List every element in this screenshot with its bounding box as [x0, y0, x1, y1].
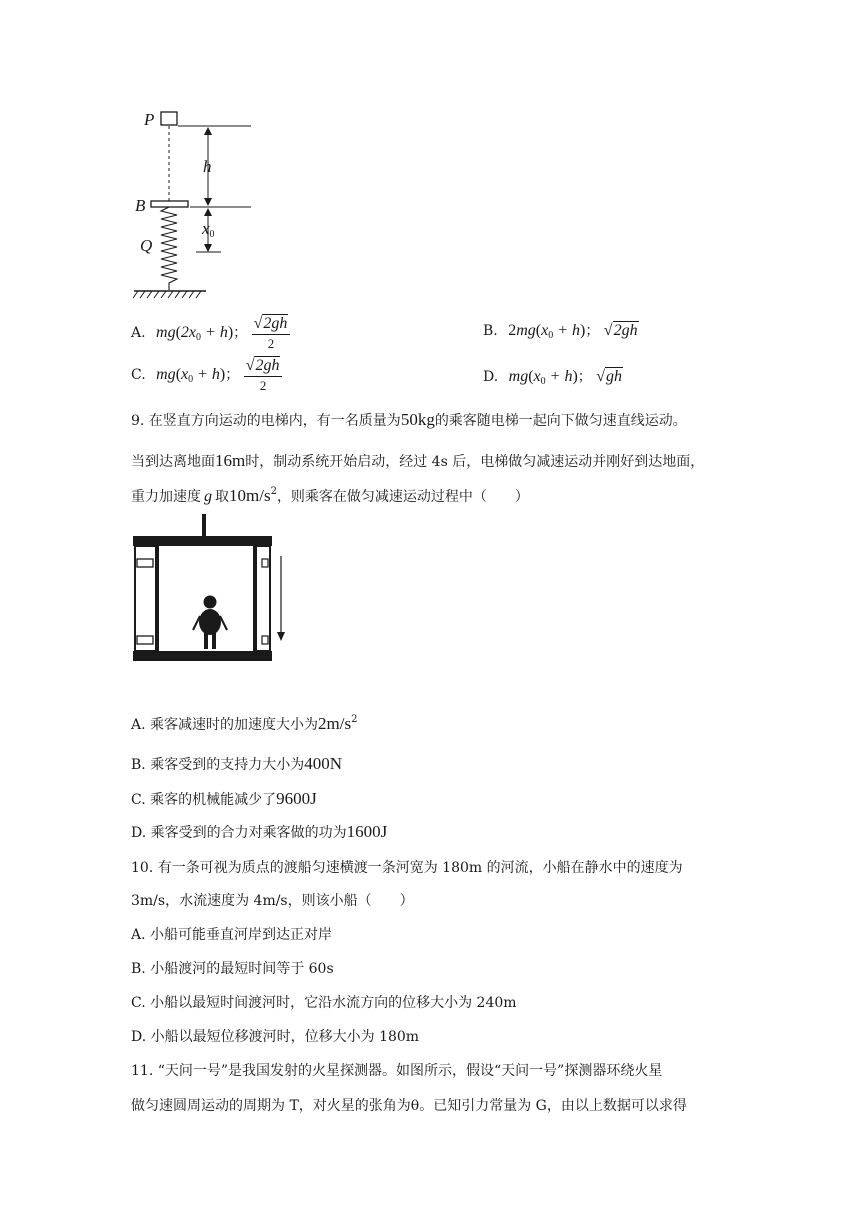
q9-option-b[interactable]: B. 乘客受到的支持力大小为400N — [131, 754, 342, 773]
spring-q — [161, 207, 177, 290]
q9-option-c[interactable]: C. 乘客的机械能减少了9600J — [131, 789, 317, 808]
ground-hatch — [133, 291, 201, 298]
elevator-left-wall — [135, 546, 157, 651]
block-p — [161, 112, 177, 125]
q10-option-c[interactable]: C. 小船以最短时间渡河时，它沿水流方向的位移大小为 240m — [131, 995, 517, 1011]
label-p: P — [144, 110, 155, 129]
elevator-figure — [128, 512, 288, 667]
q10-option-d[interactable]: D. 小船以最短位移渡河时，位移大小为 180m — [131, 1029, 420, 1045]
elevator-cable — [202, 514, 206, 536]
q8-option-a[interactable]: A. $mg(2x_0 + h)$； $\frac{√2gh}{2}$ — [131, 316, 290, 350]
passenger-figure — [193, 596, 227, 650]
label-b: B — [135, 196, 146, 215]
elevator-floor — [133, 651, 272, 661]
q8-option-b[interactable]: B. $2mg(x_0 + h)$； √2gh — [483, 322, 638, 341]
q9-option-a[interactable]: A. 乘客减速时的加速度大小为$2m/s^2$ — [131, 714, 358, 733]
q8-option-d[interactable]: D. $mg(x_0 + h)$； √gh — [483, 368, 622, 387]
q9-option-d[interactable]: D. 乘客受到的合力对乘客做的功为1600J — [131, 822, 388, 841]
q9-line-2: 当到达离地面16m时，制动系统开始启动，经过 4s 后，电梯做匀减速运动并刚好到达地面， — [131, 451, 705, 470]
q11-line-1: 11. “天问一号”是我国发射的火星探测器。如图所示，假设“天问一号”探测器环绕火星 — [131, 1063, 663, 1079]
label-x0: $x_0$ — [202, 219, 215, 240]
spring-block-figure — [128, 105, 258, 300]
q9-line-1: 9. 在竖直方向运动的电梯内，有一名质量为50kg的乘客随电梯一起向下做匀速直线运动。 — [131, 410, 687, 429]
q10-option-a[interactable]: A. 小船可能垂直河岸到达正对岸 — [131, 927, 333, 943]
q11-line-2: 做匀速圆周运动的周期为 T，对火星的张角为θ。已知引力常量为 G，由以上数据可以求得 — [131, 1098, 687, 1114]
label-h: h — [203, 157, 212, 176]
label-q: Q — [140, 236, 153, 255]
q10-option-b[interactable]: B. 小船渡河的最短时间等于 60s — [131, 961, 334, 977]
q10-line-1: 10. 有一条可视为质点的渡船匀速横渡一条河宽为 180m 的河流，小船在静水中的速度为 — [131, 860, 683, 876]
plate-b — [151, 201, 188, 207]
q10-line-2: 3m/s，水流速度为 4m/s，则该小船（ ） — [131, 893, 414, 909]
q8-option-c[interactable]: C. $mg(x_0 + h)$； $\frac{√2gh}{2}$ — [131, 358, 282, 392]
q9-line-3: 重力加速度 g 取$10m/s^2$，则乘客在做匀减速运动过程中（ ） — [131, 486, 529, 505]
elevator-roof — [133, 536, 272, 546]
